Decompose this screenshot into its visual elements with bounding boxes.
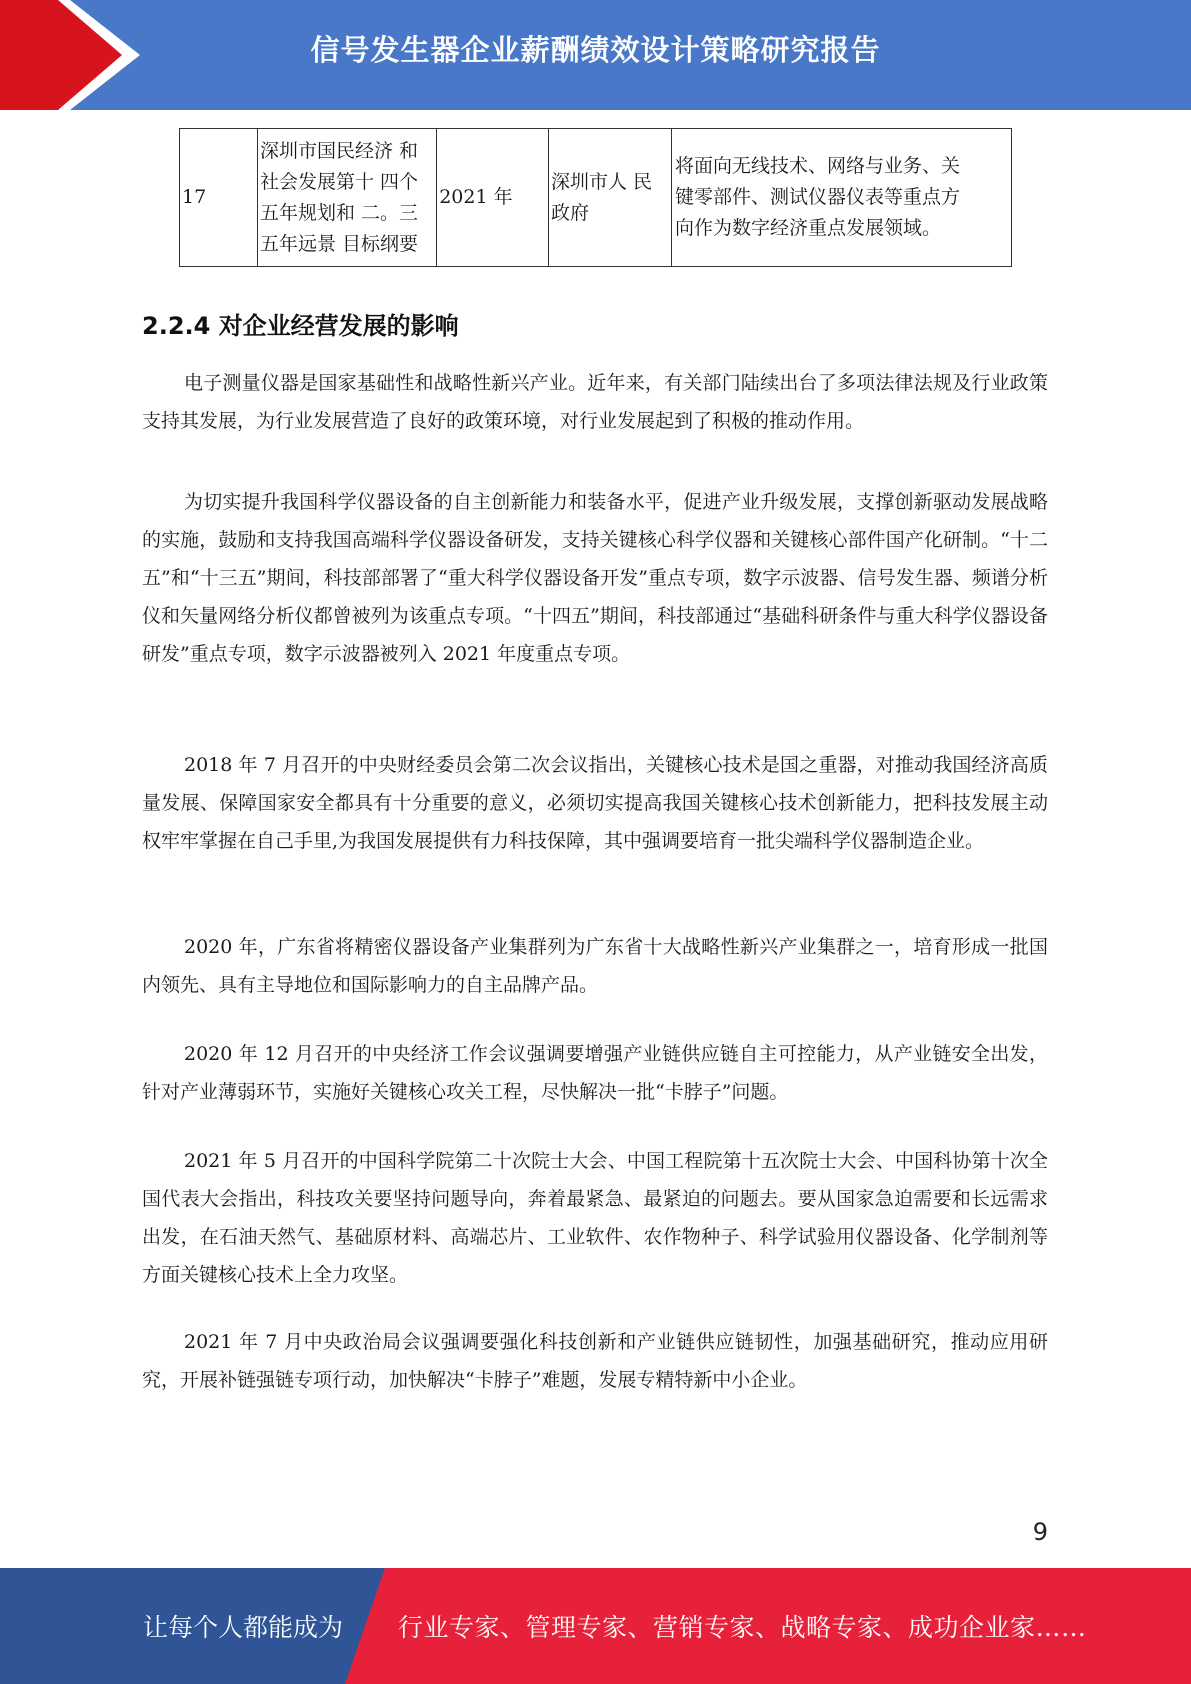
table-cell-content — [672, 129, 1012, 267]
section-heading: 2.2.4 对企业经营发展的影响 — [142, 312, 459, 340]
policy-table — [179, 128, 1012, 267]
cell-line: 政府 — [551, 201, 590, 224]
body-paragraph: 2020 年，广东省将精密仪器设备产业集群列为广东省十大战略性新兴产业集群之一，培育形成一批国内领先、具有主导地位和国际影响力的自主品牌产品。 — [142, 936, 1048, 996]
table-cell-year: 2021 年 — [437, 129, 549, 267]
cell-line: 社会发展第十 四个 — [260, 170, 419, 193]
header-banner — [0, 0, 1191, 110]
body-paragraph: 电子测量仪器是国家基础性和战略性新兴产业。近年来，有关部门陆续出台了多项法律法规及行业政策支持其发展，为行业发展营造了良好的政策环境，对行业发展起到了积极的推动作用。 — [142, 372, 1048, 432]
header-title: 信号发生器企业薪酬绩效设计策略研究报告 — [310, 33, 881, 67]
cell-line: 五年远景 目标纲要 — [260, 232, 419, 255]
table-cell-index: 17 — [180, 129, 258, 267]
cell-line: 键零部件、测试仪器仪表等重点方 — [675, 186, 961, 208]
cell-line: 深圳市国民经济 和 — [260, 139, 419, 162]
cell-line: 深圳市人 民 — [551, 170, 653, 193]
body-paragraph: 2021 年 5 月召开的中国科学院第二十次院士大会、中国工程院第十五次院士大会、中国科协第十次全国代表大会指出，科技攻关要坚持问题导向，奔着最紧急、最紧迫的问题去。要从国家急迫需要和长远需求出发，在石油天然气、基础原材料、高端芯片、工业软件、农作物种子、科学试验用仪器设备、化学制剂等方面关键核心技术上全力攻坚。 — [142, 1150, 1048, 1286]
body-paragraph: 为切实提升我国科学仪器设备的自主创新能力和装备水平，促进产业升级发展，支撑创新驱动发展战略的实施，鼓励和支持我国高端科学仪器设备研发，支持关键核心科学仪器和关键核心部件国产化研制。“十二五”和“十三五”期间，科技部部署了“重大科学仪器设备开发”重点专项，数字示波器、信号发生器、频谱分析仪和矢量网络分析仪都曾被列为该重点专项。“十四五”期间，科技部通过“基础科研条件与重大科学仪器设备研发”重点专项，数字示波器被列入 2021 年度重点专项。 — [142, 491, 1048, 665]
body-paragraph: 2021 年 7 月中央政治局会议强调要强化科技创新和产业链供应链韧性，加强基础研究，推动应用研究，开展补链强链专项行动，加快解决“卡脖子”难题，发展专精特新中小企业。 — [142, 1331, 1048, 1391]
footer-banner — [0, 1568, 1191, 1684]
body-paragraph: 2018 年 7 月召开的中央财经委员会第二次会议指出，关键核心技术是国之重器，对推动我国经济高质量发展、保障国家安全都具有十分重要的意义，必须切实提高我国关键核心技术创新能力，把科技发展主动权牢牢掌握在自己手里,为我国发展提供有力科技保障，其中强调要培育一批尖端科学仪器制造企业。 — [142, 754, 1048, 852]
footer-slogan-left: 让每个人都能成为 — [143, 1613, 344, 1642]
cell-line: 将面向无线技术、网络与业务、关 — [675, 155, 961, 177]
table-cell-issuer — [549, 129, 672, 267]
table-row — [180, 129, 1012, 267]
body-paragraph: 2020 年 12 月召开的中央经济工作会议强调要增强产业链供应链自主可控能力，从产业链安全出发，针对产业薄弱环节，实施好关键核心攻关工程，尽快解决一批“卡脖子”问题。 — [142, 1043, 1048, 1103]
footer-slogan-right: 行业专家、管理专家、营销专家、战略专家、成功企业家…… — [398, 1613, 1087, 1642]
page-number: 9 — [1032, 1518, 1048, 1546]
cell-line: 向作为数字经济重点发展领域。 — [675, 217, 942, 239]
cell-line: 五年规划和 二。三 — [260, 201, 419, 224]
table-cell-name — [258, 129, 437, 267]
